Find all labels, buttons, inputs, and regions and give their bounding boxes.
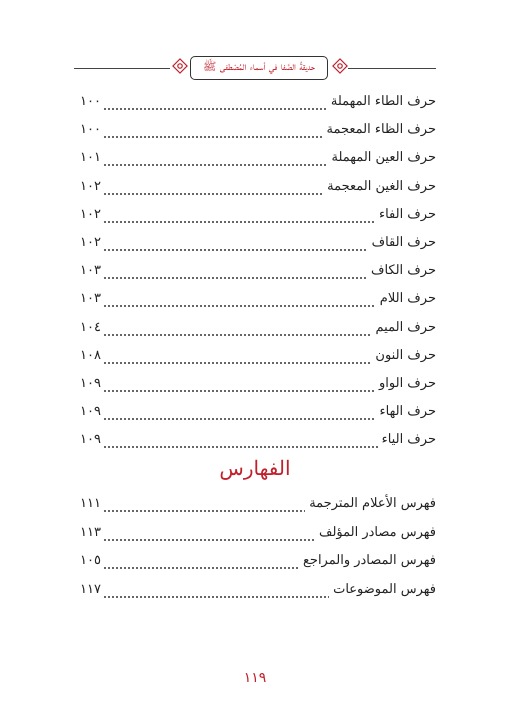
- dot-leader: [103, 352, 371, 364]
- toc-entry[interactable]: [80, 424, 436, 448]
- toc-entry[interactable]: [80, 545, 436, 569]
- toc-entry-page: ١١١: [80, 496, 101, 511]
- toc-entry[interactable]: [80, 312, 436, 336]
- toc-entry-page: ١٠٢: [80, 235, 101, 250]
- toc-entry-page: ١٠٢: [80, 206, 101, 222]
- toc-entry-label: حرف الظاء المعجمة: [326, 122, 436, 138]
- dot-leader: [103, 529, 315, 541]
- toc-entry-page: ١٠٩: [80, 404, 101, 420]
- toc-entry-label: فهرس الأعلام المترجمة: [309, 496, 436, 511]
- dot-leader: [103, 154, 328, 166]
- toc-entry-page: ١٠٥: [80, 553, 101, 568]
- dot-leader: [103, 211, 375, 223]
- toc-entry-label: حرف الطاء المهملة: [330, 94, 436, 109]
- dot-leader: [103, 408, 376, 420]
- toc-entry-label: حرف الواو: [379, 376, 436, 391]
- toc-entry-page: ١٠٢: [80, 178, 101, 194]
- toc-entry[interactable]: [80, 171, 436, 195]
- dot-leader: [103, 324, 372, 336]
- dot-leader: [103, 183, 323, 195]
- toc-entry-page: ١٠٣: [80, 263, 101, 279]
- toc-entry-label: حرف العين المهملة: [331, 150, 436, 166]
- ornament-icon: [332, 58, 348, 74]
- toc-entry-label: حرف الغين المعجمة: [327, 178, 436, 194]
- toc-entry[interactable]: [80, 114, 436, 138]
- toc-entry[interactable]: [80, 340, 436, 364]
- dot-leader: [103, 436, 378, 448]
- toc-entry[interactable]: [80, 574, 436, 598]
- toc-entry-page: ١٠٤: [80, 319, 101, 335]
- toc-entry-label: حرف اللام: [379, 291, 436, 307]
- toc-entry-label: حرف الهاء: [379, 404, 436, 420]
- header-rule-left: [74, 68, 170, 69]
- dot-leader: [103, 295, 376, 307]
- toc-entry-page: ١٠٠: [80, 94, 101, 109]
- toc-entry[interactable]: [80, 396, 436, 420]
- toc-entry[interactable]: [80, 517, 436, 541]
- toc-entry-page: ١١٧: [80, 581, 101, 597]
- header-title: حديقةُ الصَّفا في أسماء المُصْطفى ﷺ: [202, 60, 316, 73]
- section-title: الفهارس: [219, 456, 291, 480]
- dot-leader: [103, 98, 327, 110]
- dot-leader: [103, 126, 323, 138]
- dot-leader: [103, 239, 368, 251]
- ornament-icon: [172, 58, 188, 74]
- toc-entry[interactable]: [80, 255, 436, 279]
- toc-entry[interactable]: [80, 283, 436, 307]
- dot-leader: [103, 586, 329, 598]
- toc-entry-page: ١٠٨: [80, 347, 101, 363]
- header-rule-right: [348, 68, 436, 69]
- toc-entry-page: ١٠٠: [80, 122, 101, 138]
- dot-leader: [103, 557, 299, 569]
- toc-entry[interactable]: [80, 368, 436, 392]
- toc-entry-label: فهرس مصادر المؤلف: [319, 524, 436, 540]
- dot-leader: [103, 380, 375, 392]
- toc-entry-label: فهرس المصادر والمراجع: [302, 553, 436, 568]
- toc-entry[interactable]: [80, 227, 436, 251]
- toc-entry-label: حرف القاف: [371, 235, 436, 250]
- dot-leader: [103, 267, 367, 279]
- toc-entry[interactable]: [80, 199, 436, 223]
- toc-entry-label: حرف النون: [375, 347, 436, 363]
- toc-entry[interactable]: [80, 142, 436, 166]
- toc-entry-page: ١٠٣: [80, 291, 101, 307]
- running-header: [74, 54, 436, 84]
- page-number: ١١٩: [243, 670, 267, 686]
- toc-entry-label: حرف الكاف: [370, 263, 436, 279]
- toc-entry-page: ١٠١: [80, 150, 101, 166]
- toc-entry-page: ١١٣: [80, 524, 101, 540]
- toc-entry-label: حرف الميم: [375, 319, 436, 335]
- toc-entry[interactable]: [80, 86, 436, 110]
- header-title-box: [190, 56, 328, 80]
- toc-entry-label: حرف الفاء: [378, 206, 436, 222]
- toc-entry-page: ١٠٩: [80, 376, 101, 391]
- dot-leader: [103, 500, 305, 512]
- toc-entry-label: فهرس الموضوعات: [333, 581, 436, 597]
- toc-entry[interactable]: [80, 488, 436, 512]
- toc-entry-page: ١٠٩: [80, 432, 101, 448]
- toc-entry-label: حرف الياء: [381, 432, 436, 448]
